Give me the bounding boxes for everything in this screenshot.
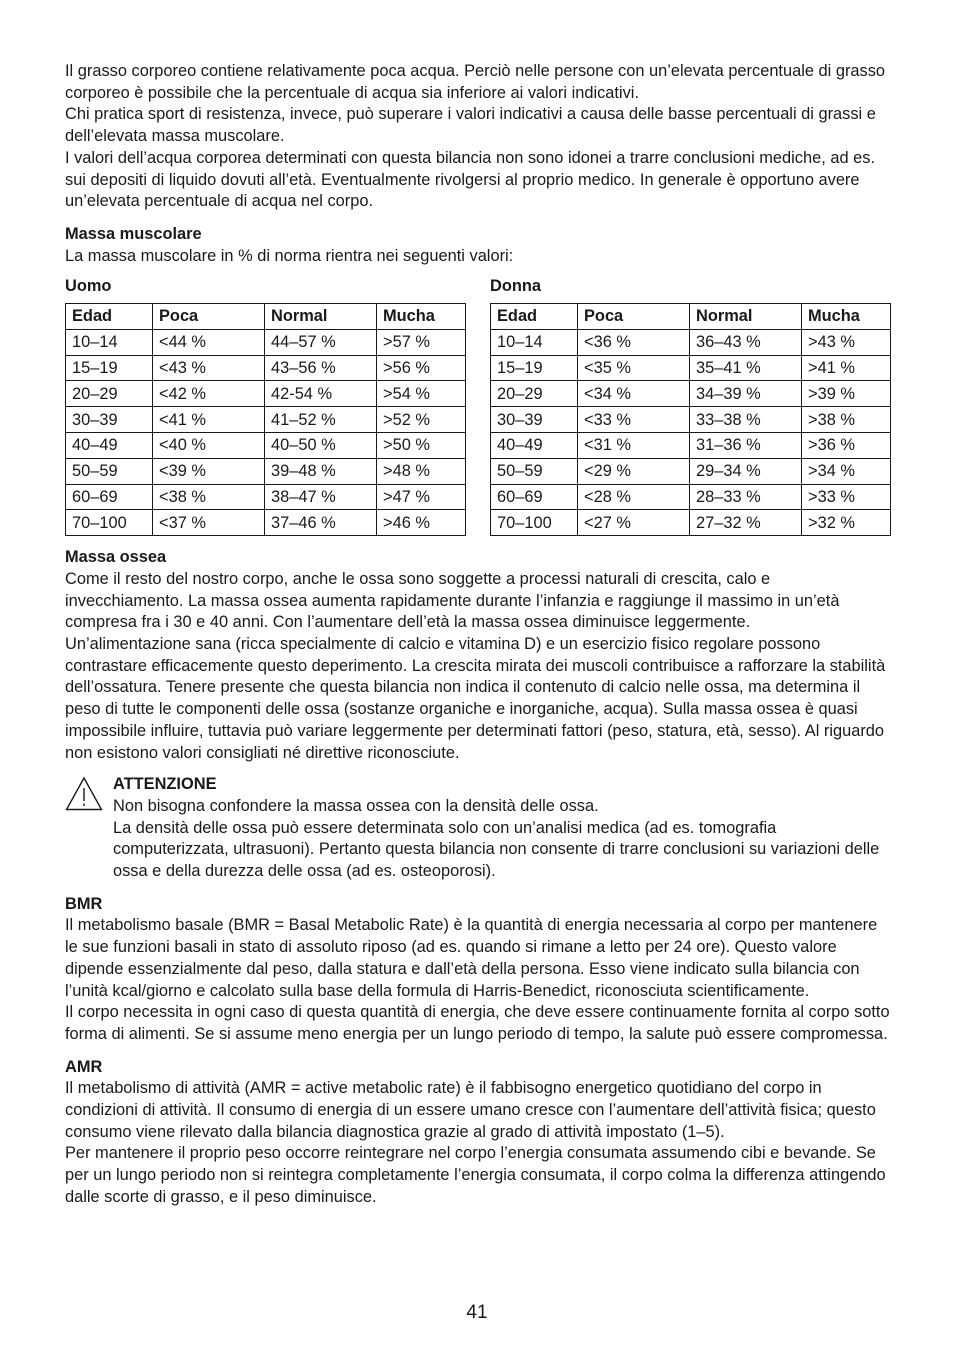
- table-row: [491, 458, 891, 484]
- table-header-row: [66, 304, 466, 330]
- table-cell: 41–52 %: [265, 407, 377, 433]
- table-cell: 50–59: [66, 458, 153, 484]
- table-row: [66, 433, 466, 459]
- table-row: [491, 407, 891, 433]
- bone-paragraph-1: Come il resto del nostro corpo, anche le ossa sono soggette a processi naturali di crescita, calo e invecchiamento. La massa ossea aumenta rapidamente durante l’infanzia e raggiunge il massimo in un’età compresa fra i 30 e 40 anni. Con l’aumentare dell’età la massa ossea diminuisce leggermente.: [65, 569, 840, 632]
- table-row: [66, 484, 466, 510]
- table-cell: 36–43 %: [690, 329, 802, 355]
- amr-heading: AMR: [65, 1057, 103, 1076]
- header-cell: Edad: [66, 304, 153, 330]
- table-cell: 44–57 %: [265, 329, 377, 355]
- table-cell: >54 %: [377, 381, 466, 407]
- table-cell: 10–14: [491, 329, 578, 355]
- table-cell: >47 %: [377, 484, 466, 510]
- table-row: [66, 355, 466, 381]
- table-cell: 60–69: [491, 484, 578, 510]
- intro-paragraph-3: I valori dell’acqua corporea determinati con questa bilancia non sono idonei a trarre conclusioni mediche, ad es. sui depositi di liquido dovuti all’età. Eventualmente rivolgersi al proprio medico. In generale è opportuno avere un’elevata percentuale di acqua nel corpo.: [65, 148, 875, 211]
- table-cell: 50–59: [491, 458, 578, 484]
- warning-box: [65, 774, 891, 883]
- header-cell: Normal: [690, 304, 802, 330]
- table-cell: 40–50 %: [265, 433, 377, 459]
- table-cell: >52 %: [377, 407, 466, 433]
- table-cell: <34 %: [578, 381, 690, 407]
- table-cell: 39–48 %: [265, 458, 377, 484]
- men-table-title: Uomo: [65, 277, 112, 296]
- table-cell: 20–29: [66, 381, 153, 407]
- women-table-title: Donna: [490, 277, 541, 296]
- table-cell: <31 %: [578, 433, 690, 459]
- table-cell: 60–69: [66, 484, 153, 510]
- table-cell: >57 %: [377, 329, 466, 355]
- table-cell: <33 %: [578, 407, 690, 433]
- table-header-row: [491, 304, 891, 330]
- table-cell: >38 %: [802, 407, 891, 433]
- table-cell: 33–38 %: [690, 407, 802, 433]
- table-cell: 34–39 %: [690, 381, 802, 407]
- table-cell: 30–39: [491, 407, 578, 433]
- table-cell: >36 %: [802, 433, 891, 459]
- table-cell: <29 %: [578, 458, 690, 484]
- header-cell: Poca: [578, 304, 690, 330]
- table-row: [491, 433, 891, 459]
- intro-paragraph-1: Il grasso corporeo contiene relativamente poca acqua. Perciò nelle persone con un’elevata percentuale di grasso corporeo è possibile che la percentuale di acqua sia inferiore ai valori indicativi.: [65, 62, 886, 102]
- bmr-paragraph-1: Il metabolismo basale (BMR = Basal Metabolic Rate) è la quantità di energia necessaria al corpo per mantenere le sue funzioni basali in stato di assoluto riposo (ad es. quando si rimane a letto per 24 ore). Questo valore dipende essenzialmente dal peso, dalla statura e dall’età della persona. Esso viene indicato sulla bilancia con l’unità kcal/giorno e calcolato sulla base della formula di Harris-Benedict, riconosciuta scientificamente.: [65, 916, 878, 1000]
- table-row: [491, 510, 891, 536]
- table-cell: <40 %: [153, 433, 265, 459]
- table-row: [491, 329, 891, 355]
- women-table-block: [490, 276, 891, 536]
- table-cell: >46 %: [377, 510, 466, 536]
- table-cell: <38 %: [153, 484, 265, 510]
- men-muscle-table: [65, 303, 466, 536]
- table-cell: >56 %: [377, 355, 466, 381]
- table-row: [66, 407, 466, 433]
- table-cell: >41 %: [802, 355, 891, 381]
- table-cell: 30–39: [66, 407, 153, 433]
- table-cell: 31–36 %: [690, 433, 802, 459]
- table-cell: 43–56 %: [265, 355, 377, 381]
- warning-line-1: Non bisogna confondere la massa ossea con la densità delle ossa.: [113, 796, 599, 815]
- intro-paragraph-2: Chi pratica sport di resistenza, invece, può superare i valori indicativi a causa delle basse percentuali di grassi e dell’elevata massa muscolare.: [65, 105, 876, 146]
- table-cell: >39 %: [802, 381, 891, 407]
- table-cell: 40–49: [66, 433, 153, 459]
- header-cell: Mucha: [802, 304, 891, 330]
- table-cell: 35–41 %: [690, 355, 802, 381]
- bone-heading: Massa ossea: [65, 548, 167, 567]
- table-cell: <27 %: [578, 510, 690, 536]
- table-cell: 10–14: [66, 329, 153, 355]
- table-cell: >48 %: [377, 458, 466, 484]
- women-muscle-table: [490, 303, 891, 536]
- table-cell: 20–29: [491, 381, 578, 407]
- table-cell: 38–47 %: [265, 484, 377, 510]
- men-table-block: [65, 276, 466, 536]
- table-cell: >50 %: [377, 433, 466, 459]
- table-cell: 37–46 %: [265, 510, 377, 536]
- table-cell: <43 %: [153, 355, 265, 381]
- table-cell: 40–49: [491, 433, 578, 459]
- table-cell: <28 %: [578, 484, 690, 510]
- table-cell: <42 %: [153, 381, 265, 407]
- table-row: [66, 329, 466, 355]
- table-cell: 28–33 %: [690, 484, 802, 510]
- bmr-heading: BMR: [65, 894, 103, 913]
- warning-triangle-icon: [65, 774, 113, 883]
- table-cell: 15–19: [66, 355, 153, 381]
- table-row: [491, 484, 891, 510]
- header-cell: Edad: [491, 304, 578, 330]
- header-cell: Normal: [265, 304, 377, 330]
- amr-paragraph-1: Il metabolismo di attività (AMR = active metabolic rate) è il fabbisogno energetico quotidiano del corpo in condizioni di attività. Il consumo di energia di un essere umano cresce con l’aumentare dell’attività fisica; questo consumo viene rilevato dalla bilancia diagnostica grazie al grado di attività impostato (1–5).: [65, 1079, 876, 1141]
- table-cell: >34 %: [802, 458, 891, 484]
- table-cell: 42-54 %: [265, 381, 377, 407]
- table-row: [66, 510, 466, 536]
- table-cell: 70–100: [491, 510, 578, 536]
- bone-paragraph-2: Un’alimentazione sana (ricca specialmente di calcio e vitamina D) e un esercizio fisico regolare possono contrastare efficacemente questo deperimento. La crescita mirata dei muscoli contribuisce a rafforzare la stabilità dell’ossatura. Tenere presente che questa bilancia non indica il contenuto di calcio nelle ossa, ma determina il peso di tutte le componenti delle ossa (sostanze organiche e inorganiche, acqua). Sulla massa ossea è quasi impossibile influire, tuttavia può variare leggermente per determinati fattori (peso, statura, età, sesso). Al riguardo non esistono valori consigliati né direttive riconosciute.: [65, 635, 886, 762]
- table-cell: <37 %: [153, 510, 265, 536]
- table-cell: >32 %: [802, 510, 891, 536]
- table-row: [66, 458, 466, 484]
- table-cell: <39 %: [153, 458, 265, 484]
- table-cell: <35 %: [578, 355, 690, 381]
- table-cell: 27–32 %: [690, 510, 802, 536]
- table-cell: >43 %: [802, 329, 891, 355]
- table-cell: <41 %: [153, 407, 265, 433]
- warning-title: ATTENZIONE: [113, 775, 217, 794]
- header-cell: Mucha: [377, 304, 466, 330]
- muscle-heading: Massa muscolare: [65, 224, 202, 243]
- muscle-intro: La massa muscolare in % di norma rientra nei seguenti valori:: [65, 246, 514, 265]
- table-row: [491, 355, 891, 381]
- table-cell: <44 %: [153, 329, 265, 355]
- page-number: 41: [466, 1302, 488, 1323]
- table-row: [491, 381, 891, 407]
- warning-body: [113, 774, 891, 883]
- muscle-tables: [65, 276, 891, 536]
- table-cell: 70–100: [66, 510, 153, 536]
- table-cell: >33 %: [802, 484, 891, 510]
- table-cell: <36 %: [578, 329, 690, 355]
- table-row: [66, 381, 466, 407]
- warning-line-2: La densità delle ossa può essere determinata solo con un’analisi medica (ad es. tomografia computerizzata, ultrasuoni). Pertanto questa bilancia non consente di trarre conclusioni su variazioni delle ossa e della durezza delle ossa (ad es. osteoporosi).: [113, 818, 880, 881]
- page-content: [65, 61, 891, 1209]
- table-cell: 15–19: [491, 355, 578, 381]
- table-cell: 29–34 %: [690, 458, 802, 484]
- amr-paragraph-2: Per mantenere il proprio peso occorre reintegrare nel corpo l’energia consumata assumendo cibi e bevande. Se per un lungo periodo non si reintegra completamente l’energia consumata, il corpo colma la differenza attingendo dalle scorte di grasso, e il peso diminuisce.: [65, 1144, 886, 1206]
- header-cell: Poca: [153, 304, 265, 330]
- bmr-paragraph-2: Il corpo necessita in ogni caso di questa quantità di energia, che deve essere continuamente fornita al corpo sotto forma di alimenti. Se si assume meno energia per un lungo periodo di tempo, la salute può essere compromessa.: [65, 1003, 890, 1043]
